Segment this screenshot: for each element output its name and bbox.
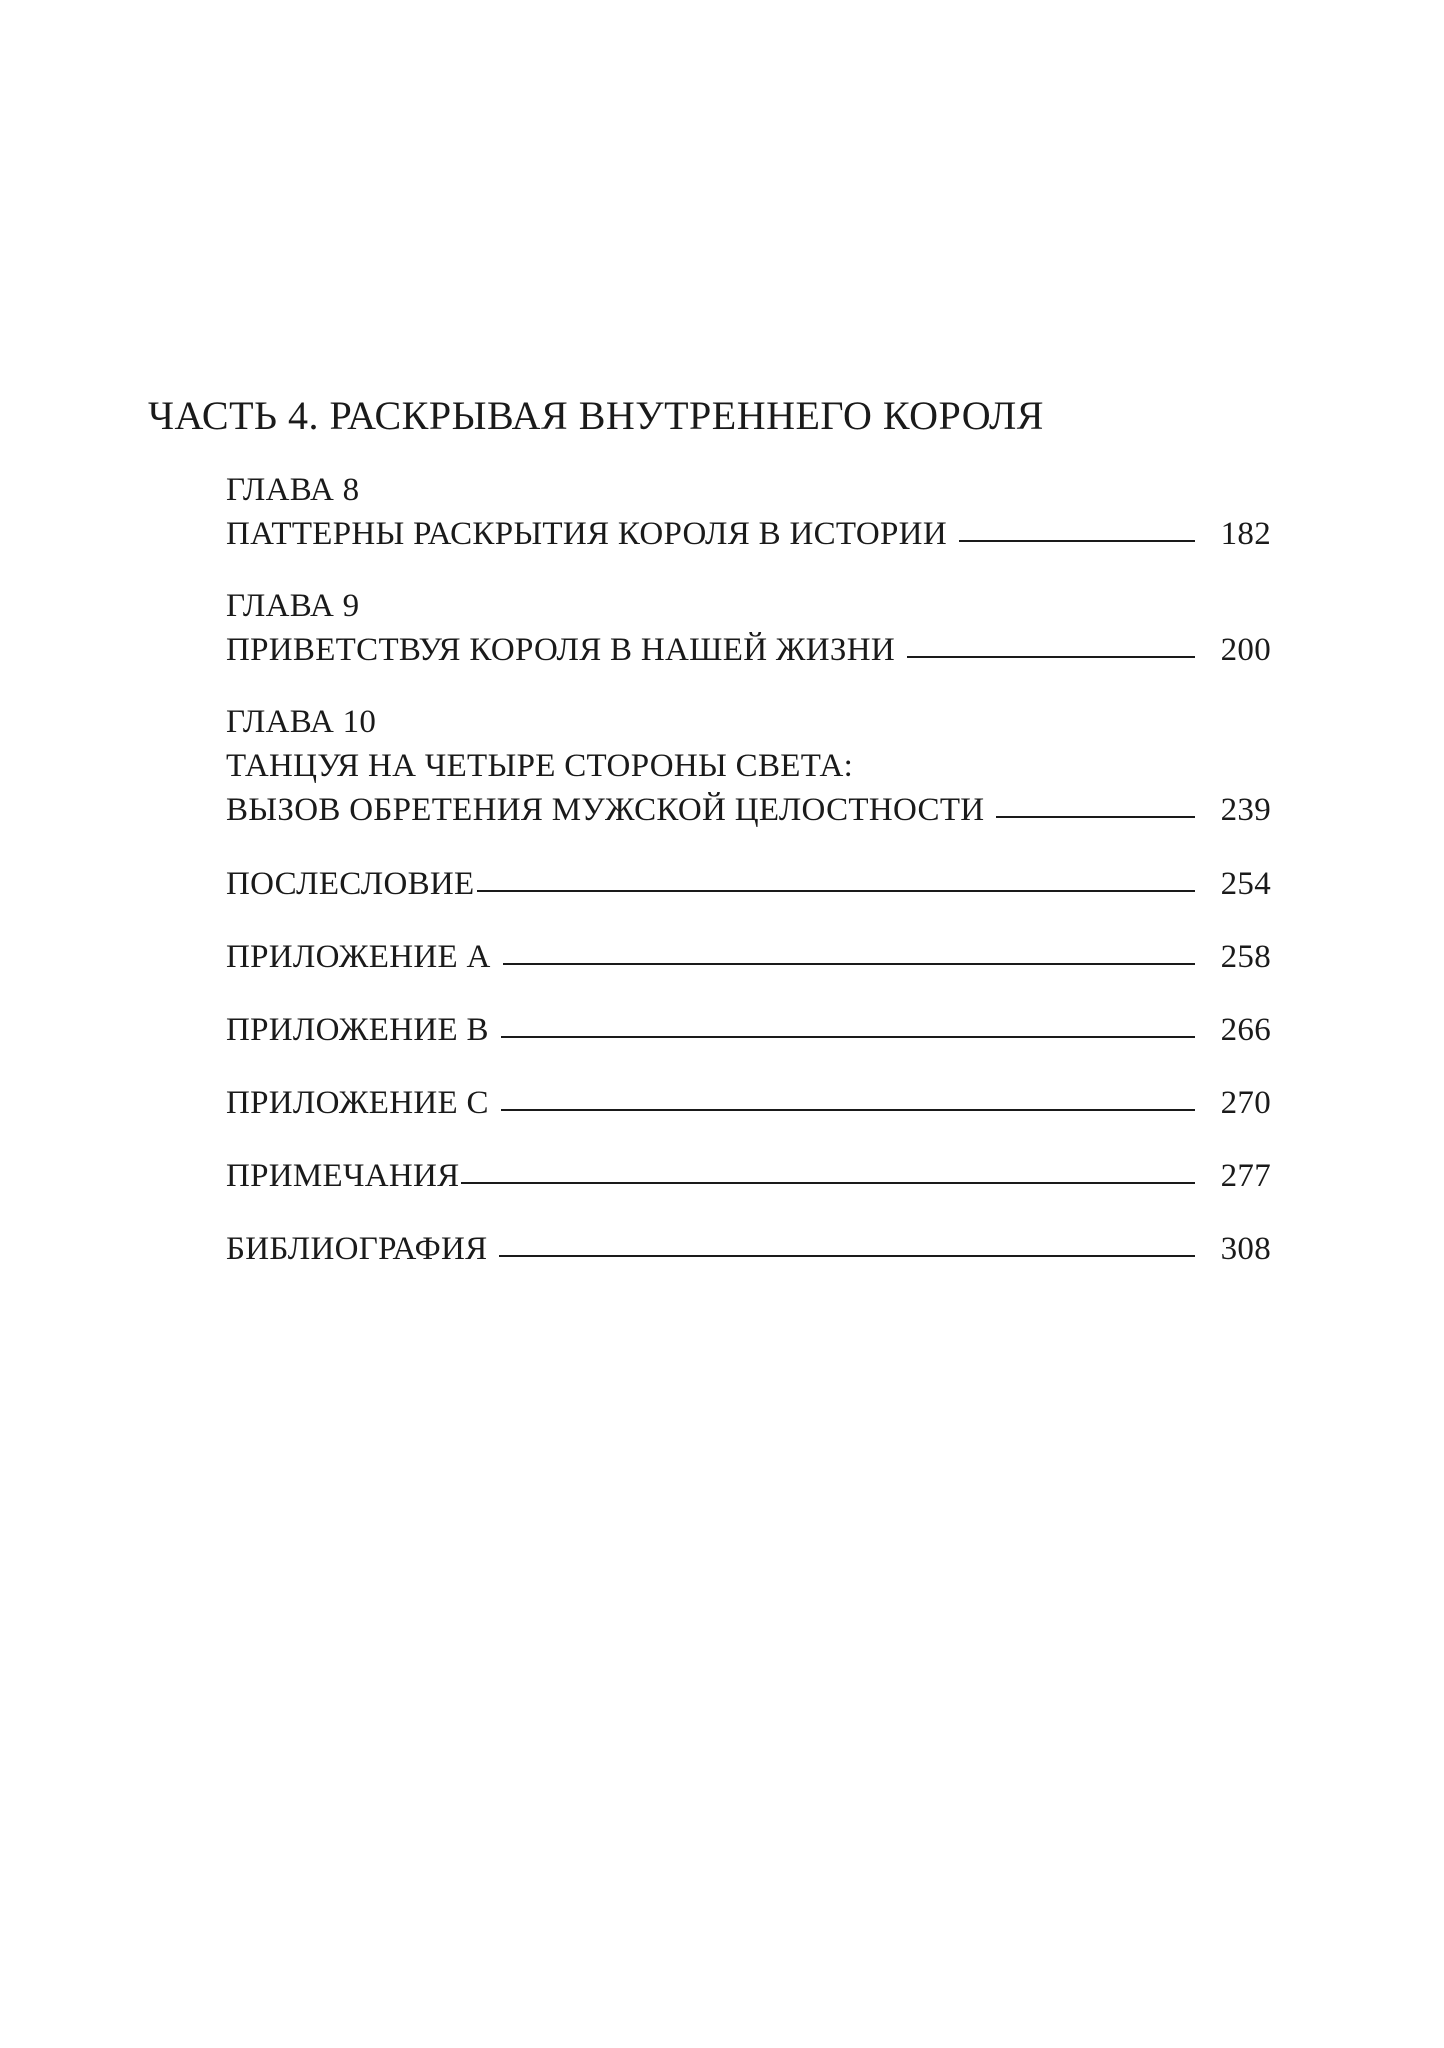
- chapter-title: ВЫЗОВ ОБРЕТЕНИЯ МУЖСКОЙ ЦЕЛОСТНОСТИ: [226, 792, 985, 828]
- dot-leader: [959, 540, 1195, 542]
- chapter-label-text: ГЛАВА 8: [226, 472, 360, 508]
- page-number: 182: [1220, 516, 1271, 552]
- chapter-title-line: [226, 512, 1271, 556]
- entry-title: ПРИЛОЖЕНИЕ В: [226, 1012, 489, 1048]
- chapter-title-part-1: ТАНЦУЯ НА ЧЕТЫРЕ СТОРОНЫ СВЕТА:: [226, 748, 854, 784]
- page-number: 254: [1220, 866, 1271, 902]
- chapter-title: ПАТТЕРНЫ РАСКРЫТИЯ КОРОЛЯ В ИСТОРИИ: [226, 516, 947, 552]
- entry-line: [226, 1154, 1271, 1198]
- chapter-label-text: ГЛАВА 9: [226, 588, 360, 624]
- toc-entry-appendix-c[interactable]: [226, 1081, 1271, 1125]
- dot-leader: [996, 816, 1195, 818]
- page-number: 270: [1220, 1085, 1271, 1121]
- toc-entry-afterword[interactable]: [226, 862, 1271, 906]
- dot-leader: [501, 1036, 1195, 1038]
- toc-entry-bibliography[interactable]: [226, 1227, 1271, 1271]
- entry-line: [226, 862, 1271, 906]
- toc-entry-chapter-9[interactable]: [226, 584, 1271, 672]
- toc-entry-notes[interactable]: [226, 1154, 1271, 1198]
- chapter-title: ПРИВЕТСТВУЯ КОРОЛЯ В НАШЕЙ ЖИЗНИ: [226, 632, 896, 668]
- toc-entry-chapter-8[interactable]: [226, 468, 1271, 556]
- entry-line: [226, 935, 1271, 979]
- part-title: ЧАСТЬ 4. РАСКРЫВАЯ ВНУТРЕННЕГО КОРОЛЯ: [148, 393, 1044, 438]
- entry-line: [226, 1008, 1271, 1052]
- dot-leader: [499, 1255, 1195, 1257]
- page-number: 308: [1220, 1231, 1271, 1267]
- toc-entry-appendix-a[interactable]: [226, 935, 1271, 979]
- dot-leader: [503, 963, 1195, 965]
- entry-title: ПРИЛОЖЕНИЕ С: [226, 1085, 489, 1121]
- entry-line: [226, 1081, 1271, 1125]
- toc-entry-appendix-b[interactable]: [226, 1008, 1271, 1052]
- page-number: 277: [1220, 1158, 1271, 1194]
- dot-leader: [501, 1109, 1195, 1111]
- entry-title: ПРИЛОЖЕНИЕ А: [226, 939, 491, 975]
- chapter-label: [226, 700, 1271, 744]
- chapter-title-line-1: [226, 744, 1271, 788]
- dot-leader: [477, 890, 1196, 892]
- toc-entry-chapter-10[interactable]: [226, 700, 1271, 832]
- page-number: 258: [1220, 939, 1271, 975]
- entry-line: [226, 1227, 1271, 1271]
- chapter-title-line: [226, 788, 1271, 832]
- dot-leader: [907, 656, 1195, 658]
- entry-title: ПОСЛЕСЛОВИЕ: [226, 866, 475, 902]
- page-number: 266: [1220, 1012, 1271, 1048]
- chapter-title-line: [226, 628, 1271, 672]
- page-number: 200: [1220, 632, 1271, 668]
- dot-leader: [461, 1182, 1195, 1184]
- entry-title: ПРИМЕЧАНИЯ: [226, 1158, 460, 1194]
- chapter-label: [226, 584, 1271, 628]
- chapter-label: [226, 468, 1271, 512]
- chapter-label-text: ГЛАВА 10: [226, 704, 377, 740]
- entry-title: БИБЛИОГРАФИЯ: [226, 1231, 488, 1267]
- page-number: 239: [1220, 792, 1271, 828]
